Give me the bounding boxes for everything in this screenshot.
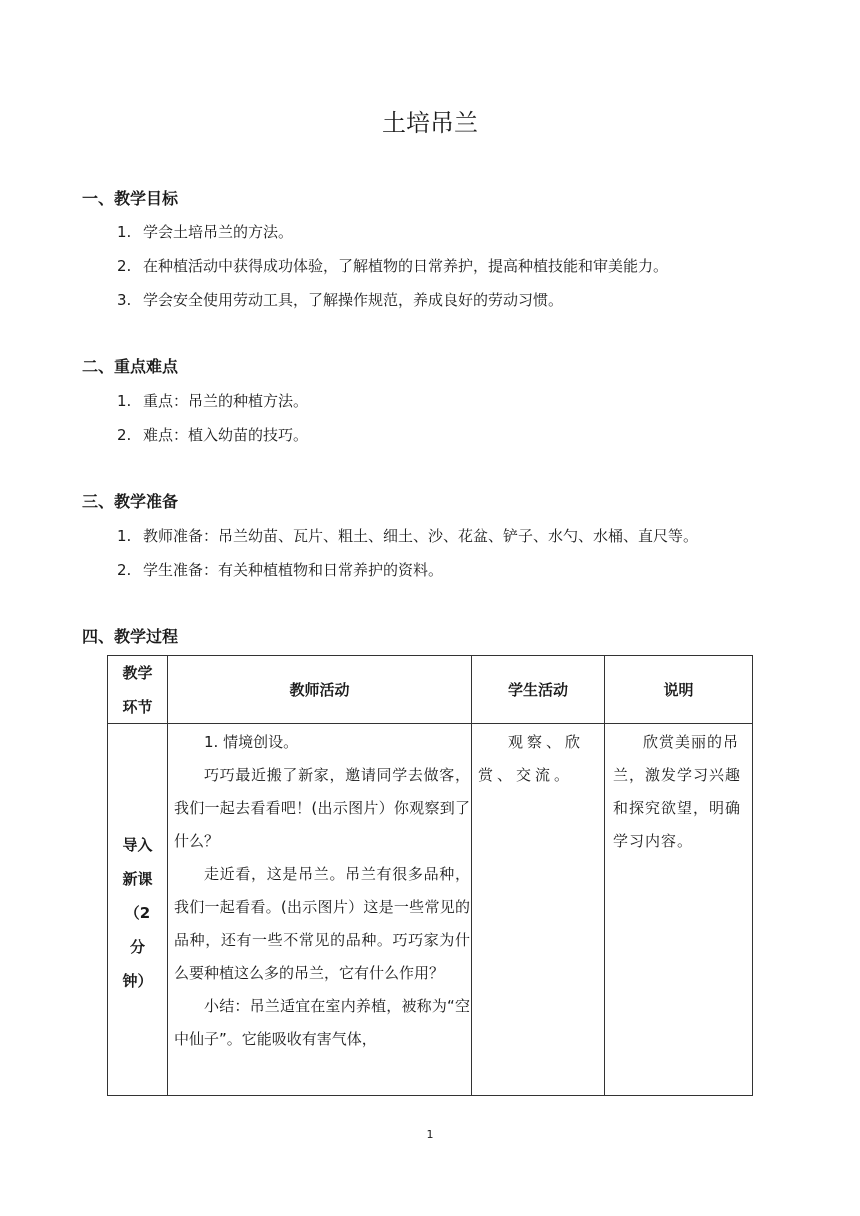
preparation-number: 2. [117, 561, 132, 579]
header-stage [108, 656, 167, 723]
header-student-activity: 学生活动 [507, 680, 568, 699]
key-point-item [117, 390, 308, 412]
goal-item-text: 学会安全使用劳动工具，了解操作规范，养成良好的劳动习惯。 [143, 291, 564, 309]
preparation-text: 教师准备：吊兰幼苗、瓦片、粗土、细土、沙、花盆、铲子、水勺、水桶、直尺等。 [143, 527, 699, 545]
table-header-divider [108, 723, 752, 724]
section-heading-preparation: 三、教学准备 [82, 492, 179, 511]
header-teacher-activity: 教师活动 [289, 680, 350, 699]
goal-item [117, 221, 293, 243]
header-stage-line2: 环节 [122, 697, 153, 716]
stage-line: 分 [129, 938, 145, 956]
section-heading-goals: 一、教学目标 [82, 189, 179, 208]
stage-line: （2 [124, 904, 151, 922]
header-note: 说明 [663, 680, 694, 699]
goal-item-number: 3. [117, 291, 132, 309]
key-point-number: 1. [117, 392, 132, 410]
teacher-paragraph: 小结：吊兰适宜在室内养植，被称为“空中仙子”。它能吸收有害气体， [174, 997, 470, 1048]
lesson-process-table [107, 655, 753, 1096]
preparation-item [117, 559, 443, 581]
preparation-number: 1. [117, 527, 132, 545]
teacher-paragraph: 1. 情境创设。 [204, 733, 299, 751]
stage-line: 新课 [122, 870, 153, 888]
document-title: 土培吊兰 [382, 109, 478, 137]
goal-item-number: 2. [117, 257, 132, 275]
stage-line: 钟） [122, 972, 153, 990]
stage-cell [108, 828, 167, 998]
key-point-item [117, 424, 308, 446]
preparation-item [117, 525, 698, 547]
goal-item [117, 289, 563, 311]
teacher-activity-cell [174, 726, 470, 1056]
teacher-paragraph: 巧巧最近搬了新家，邀请同学去做客，我们一起去看看吧！(出示图片）你观察到了什么？ [174, 766, 470, 850]
key-point-text: 难点：植入幼苗的技巧。 [143, 426, 309, 444]
preparation-text: 学生准备：有关种植植物和日常养护的资料。 [143, 561, 444, 579]
section-heading-process: 四、教学过程 [82, 627, 179, 646]
teacher-paragraph: 走近看，这是吊兰。吊兰有很多品种，我们一起看看。(出示图片）这是一些常见的品种，还有一些不常见的品种。巧巧家为什么要种植这么多的吊兰，它有什么作用？ [174, 865, 470, 982]
key-point-number: 2. [117, 426, 132, 444]
stage-line: 导入 [122, 836, 153, 854]
note-cell: 欣赏美丽的吊兰，激发学习兴趣和探究欲望，明确学习内容。 [613, 733, 742, 850]
goal-item-text: 学会土培吊兰的方法。 [143, 223, 294, 241]
goal-item-number: 1. [117, 223, 132, 241]
page-number: 1 [426, 1128, 434, 1141]
header-stage-line1: 教学 [122, 663, 153, 682]
goal-item [117, 255, 668, 277]
goal-item-text: 在种植活动中获得成功体验，了解植物的日常养护，提高种植技能和审美能力。 [143, 257, 669, 275]
section-heading-key-points: 二、重点难点 [82, 357, 179, 376]
key-point-text: 重点：吊兰的种植方法。 [143, 392, 309, 410]
student-activity-cell: 观察、欣赏、交流。 [478, 733, 585, 784]
